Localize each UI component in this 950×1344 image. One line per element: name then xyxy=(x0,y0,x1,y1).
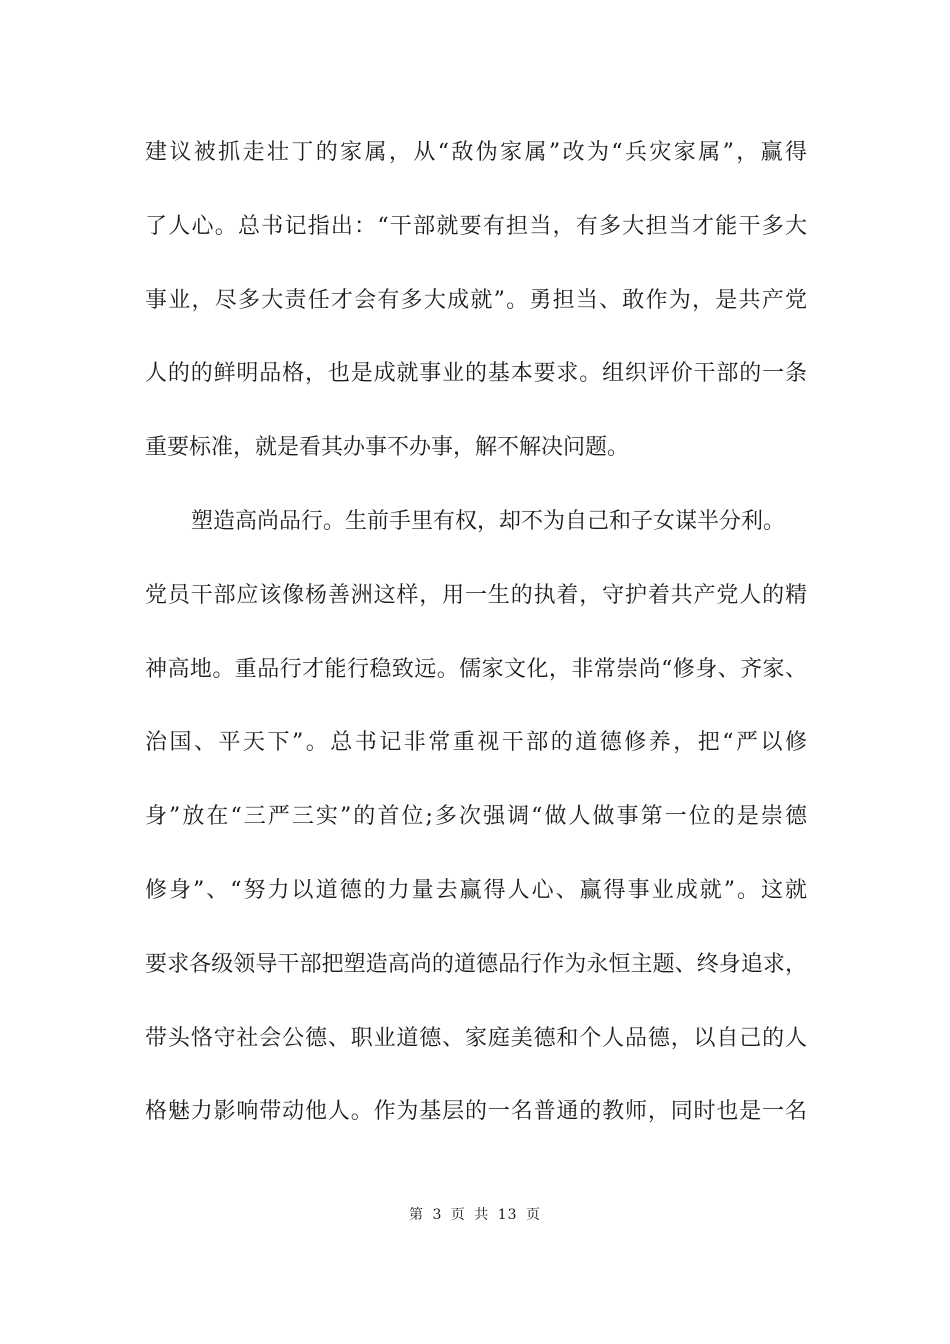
text-line-1: 建议被抓走壮丁的家属，从“敌伪家属”改为“兵灾家属”，赢得 xyxy=(145,140,807,165)
body-text xyxy=(145,124,807,1157)
text-line-4: 人的的鲜明品格，也是成就事业的基本要求。组织评价干部的一条 xyxy=(145,361,807,387)
page-number-footer: 第 3 页 共 13 页 xyxy=(409,1207,541,1223)
text-line-10: 身”放在“三严三实”的首位;多次强调“做人做事第一位的是崇德 xyxy=(145,804,807,830)
text-line-14: 格魅力影响带动他人。作为基层的一名普通的教师，同时也是一名 xyxy=(145,1099,807,1125)
text-line-7: 党员干部应该像杨善洲这样，用一生的执着，守护着共产党人的精 xyxy=(145,582,807,608)
text-line-9: 治国、平天下”。总书记非常重视干部的道德修养，把“严以修 xyxy=(145,730,807,756)
text-line-5: 重要标准，就是看其办事不办事，解不解决问题。 xyxy=(145,435,630,461)
text-line-13: 带头恪守社会公德、职业道德、家庭美德和个人品德，以自己的人 xyxy=(145,1025,807,1051)
text-line-12: 要求各级领导干部把塑造高尚的道德品行作为永恒主题、终身追求， xyxy=(145,951,807,977)
text-line-8: 神高地。重品行才能行稳致远。儒家文化，非常崇尚“修身、齐家、 xyxy=(145,656,807,682)
text-line-11: 修身”、“努力以道德的力量去赢得人心、赢得事业成就”。这就 xyxy=(145,877,807,903)
paragraph-start-line: 塑造高尚品行。生前手里有权，却不为自己和子女谋半分利。 xyxy=(191,508,786,534)
text-line-3: 事业，尽多大责任才会有多大成就”。勇担当、敢作为，是共产党 xyxy=(145,287,807,313)
text-line-2: 了人心。总书记指出：“干部就要有担当，有多大担当才能干多大 xyxy=(145,213,807,239)
